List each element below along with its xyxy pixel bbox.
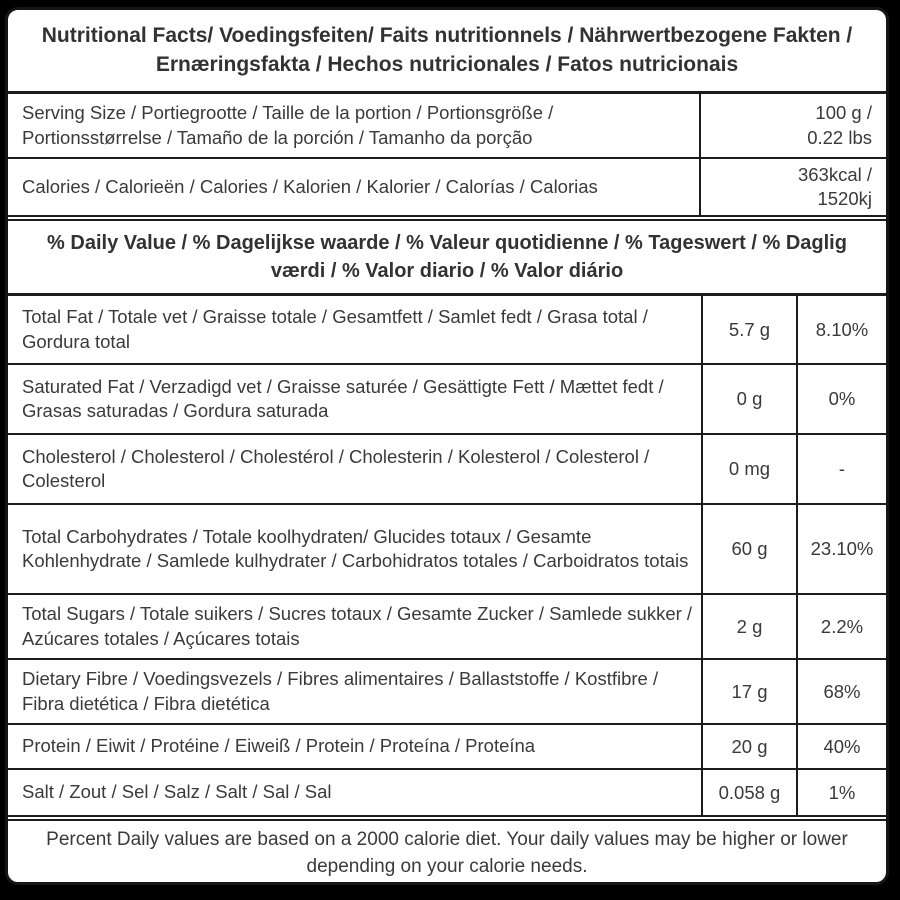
label-title: Nutritional Facts/ Voedingsfeiten/ Faits nutritionnels / Nährwertbezogene Fakten / Ernæringsfakta / Hechos nutricionales / Fatos nutricionais [8, 10, 886, 94]
calories-row [8, 159, 886, 215]
nutrient-daily-value: 8.10% [796, 296, 886, 363]
daily-value-header: % Daily Value / % Dagelijkse waarde / % Valeur quotidienne / % Tageswert / % Daglig værdi / % Valor diario / % Valor diário [8, 215, 886, 296]
serving-size-value [699, 94, 886, 157]
nutrient-row-total-carbohydrates [8, 505, 886, 595]
nutrient-daily-value: 68% [796, 660, 886, 723]
nutrient-daily-value: 1% [796, 770, 886, 815]
calories-label: Calories / Calorieën / Calories / Kalorien / Kalorier / Calorías / Calorias [22, 175, 598, 197]
nutrient-row-total-sugars [8, 595, 886, 660]
nutrient-row-protein [8, 725, 886, 770]
nutrient-amount: 2 g [701, 595, 796, 658]
nutrient-amount: 17 g [701, 660, 796, 723]
nutrient-row-total-fat [8, 296, 886, 365]
nutrient-daily-value: 23.10% [796, 505, 886, 593]
nutrient-row-salt [8, 770, 886, 815]
nutrient-label: Total Carbohydrates / Totale koolhydraten/ Glucides totaux / Gesamte Kohlenhydrate / Samlede kulhydrater / Carbohidratos totales / Carboidratos totais [22, 525, 689, 571]
calories-value [699, 159, 886, 215]
nutrition-label [5, 7, 889, 885]
nutrient-amount: 0 mg [701, 435, 796, 503]
nutrient-daily-value: 40% [796, 725, 886, 768]
nutrient-amount: 5.7 g [701, 296, 796, 363]
serving-size-label: Serving Size / Portiegrootte / Taille de la portion / Portionsgröße / Portionsstørrelse / Tamaño de la porción / Tamanho da porção [22, 102, 554, 148]
nutrient-label: Protein / Eiwit / Protéine / Eiweiß / Protein / Proteína / Proteína [22, 735, 536, 757]
nutrient-daily-value: - [796, 435, 886, 503]
calories-value-line2: 1520kj [817, 188, 872, 209]
nutrient-row-cholesterol [8, 435, 886, 505]
nutrient-label: Salt / Zout / Sel / Salz / Salt / Sal / Sal [22, 781, 332, 803]
nutrient-daily-value: 0% [796, 365, 886, 433]
serving-size-value-line1: 100 g / [815, 102, 872, 124]
nutrient-amount: 0.058 g [701, 770, 796, 815]
nutrient-label: Cholesterol / Cholesterol / Cholestérol / Cholesterin / Kolesterol / Colesterol / Colesterol [22, 445, 650, 491]
nutrient-daily-value: 2.2% [796, 595, 886, 658]
nutrient-row-dietary-fibre [8, 660, 886, 725]
serving-size-value-line2: 0.22 lbs [807, 126, 872, 148]
nutrient-label: Total Fat / Totale vet / Graisse totale / Gesamtfett / Samlet fedt / Grasa total / Gordura total [22, 306, 648, 352]
nutrient-label: Saturated Fat / Verzadigd vet / Graisse saturée / Gesättigte Fett / Mættet fedt / Grasas saturadas / Gordura saturada [22, 375, 664, 421]
nutrient-amount: 60 g [701, 505, 796, 593]
serving-size-row [8, 94, 886, 159]
nutrient-amount: 0 g [701, 365, 796, 433]
nutrient-amount: 20 g [701, 725, 796, 768]
daily-value-disclaimer: Percent Daily values are based on a 2000 calorie diet. Your daily values may be higher or lower depending on your calorie needs. [8, 815, 886, 885]
nutrient-label: Dietary Fibre / Voedingsvezels / Fibres alimentaires / Ballaststoffe / Kostfibre / Fibra dietética / Fibra dietética [22, 668, 659, 714]
calories-value-line1: 363kcal / [797, 163, 872, 185]
nutrient-label: Total Sugars / Totale suikers / Sucres totaux / Gesamte Zucker / Samlede sukker / Azúcares totales / Açúcares totais [22, 603, 693, 649]
nutrient-row-saturated-fat [8, 365, 886, 435]
